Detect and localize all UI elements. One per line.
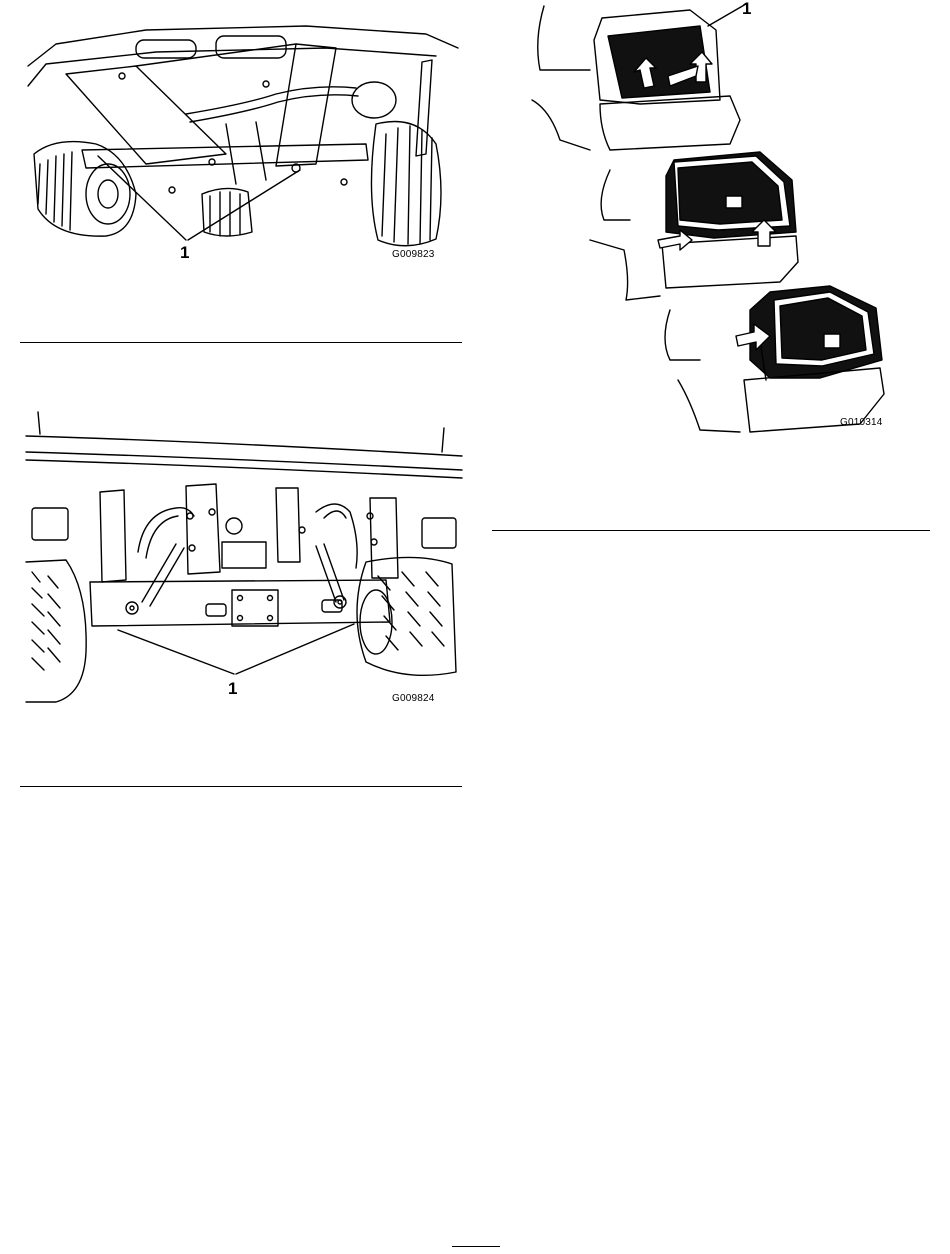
underside-front-illustration — [26, 4, 466, 264]
hood-steps-illustration — [530, 0, 910, 450]
leader-line — [188, 170, 300, 240]
figure-id: G009824 — [392, 693, 435, 704]
leader-line — [98, 156, 186, 240]
figure-id: G009823 — [392, 249, 435, 260]
underside-rear-illustration — [26, 412, 466, 708]
figure-underside-front — [26, 4, 466, 264]
leader-line — [236, 624, 354, 674]
leader-line — [708, 4, 746, 26]
page-footer-mark — [452, 1246, 500, 1247]
figure-underside-rear — [26, 412, 466, 708]
section-divider — [20, 786, 462, 787]
callout-number: 1 — [180, 243, 190, 262]
callout-number: 1 — [228, 679, 238, 698]
callout-number: 1 — [742, 0, 752, 18]
figure-hood-steps — [530, 0, 910, 450]
figure-id: G010314 — [840, 417, 883, 428]
section-divider — [492, 530, 930, 531]
leader-line — [118, 630, 234, 674]
section-divider — [20, 342, 462, 343]
